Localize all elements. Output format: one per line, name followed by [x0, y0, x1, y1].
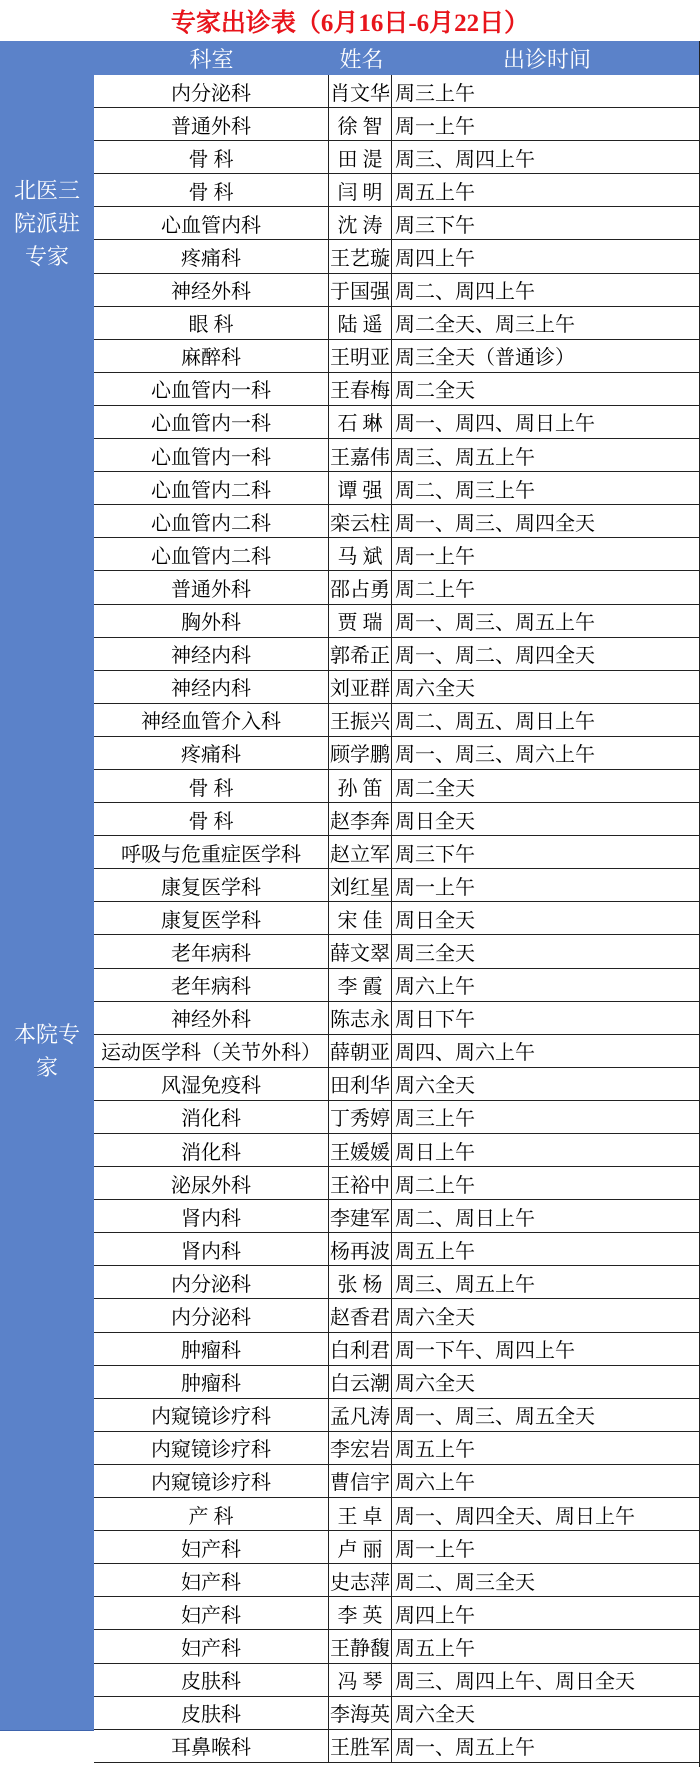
time-cell: 周三、周四上午、周日全天: [395, 1671, 635, 1694]
dept-cell: 内分泌科: [94, 75, 329, 107]
dept-cell: 神经内科: [94, 638, 329, 670]
name-cell: 宋 佳: [329, 902, 392, 934]
dept-cell: 肿瘤科: [94, 1366, 329, 1398]
dept-cell: 内分泌科: [94, 1299, 329, 1331]
name-cell: 李 霞: [329, 969, 392, 1001]
name-cell: 冯 琴: [329, 1664, 392, 1696]
table-row: [94, 1333, 700, 1366]
dept-cell: 神经内科: [94, 671, 329, 703]
time-cell: 周二全天: [395, 380, 475, 403]
dept-cell: 运动医学科（关节外科）: [94, 1035, 329, 1067]
dept-cell: 康复医学科: [94, 902, 329, 934]
name-cell: 王静馥: [329, 1630, 392, 1662]
time-cell: 周一、周四全天、周日上午: [395, 1505, 635, 1528]
name-cell: 刘红星: [329, 869, 392, 901]
time-cell: 周二、周四上午: [395, 281, 535, 304]
dept-cell: 妇产科: [94, 1531, 329, 1563]
table-row: [94, 1432, 700, 1465]
dept-cell: 胸外科: [94, 605, 329, 637]
dept-cell: 骨 科: [94, 803, 329, 835]
name-cell: 曹信宇: [329, 1465, 392, 1497]
name-cell: 杨再波: [329, 1233, 392, 1265]
table-row: [94, 1630, 700, 1663]
time-cell: 周一、周三、周五上午: [395, 612, 595, 635]
dept-cell: 普通外科: [94, 571, 329, 603]
dept-cell: 眼 科: [94, 307, 329, 339]
group-label-line: 家: [35, 1055, 58, 1081]
time-cell: 周六全天: [395, 1373, 475, 1396]
time-cell: 周三下午: [395, 214, 475, 237]
time-cell: 周二、周三全天: [395, 1571, 535, 1594]
dept-cell: 耳鼻喉科: [94, 1730, 329, 1762]
group-label-line: 院派驻: [13, 211, 80, 237]
time-cell: 周三上午: [395, 82, 475, 105]
time-cell: 周五上午: [395, 181, 475, 204]
table-row: [94, 505, 700, 538]
table-row: [94, 1002, 700, 1035]
table-row: [94, 1167, 700, 1200]
name-cell: 王振兴: [329, 704, 392, 736]
time-cell: 周六全天: [395, 678, 475, 701]
time-cell: 周六全天: [395, 1704, 475, 1727]
name-cell: 石 琳: [329, 406, 392, 438]
table-row: [94, 1730, 700, 1763]
dept-cell: 妇产科: [94, 1630, 329, 1662]
dept-cell: 老年病科: [94, 969, 329, 1001]
time-cell: 周三全天（普通诊）: [395, 347, 575, 370]
name-cell: 王嘉伟: [329, 439, 392, 471]
dept-cell: 内窥镜诊疗科: [94, 1465, 329, 1497]
name-cell: 陆 遥: [329, 307, 392, 339]
time-cell: 周一下午、周四上午: [395, 1340, 575, 1363]
time-cell: 周四上午: [395, 1604, 475, 1627]
dept-cell: 老年病科: [94, 935, 329, 967]
time-cell: 周六全天: [395, 1075, 475, 1098]
name-cell: 刘亚群: [329, 671, 392, 703]
time-cell: 周一、周二、周四全天: [395, 645, 595, 668]
group-label-line: 北医三: [13, 178, 80, 204]
table-row: [94, 969, 700, 1002]
dept-cell: 消化科: [94, 1101, 329, 1133]
dept-cell: 神经外科: [94, 274, 329, 306]
time-cell: 周三下午: [395, 843, 475, 866]
group-label: [0, 373, 94, 1731]
name-cell: 贾 瑞: [329, 605, 392, 637]
header-group-blank: [0, 41, 95, 75]
name-cell: 薛朝亚: [329, 1035, 392, 1067]
time-cell: 周日下午: [395, 1009, 475, 1032]
name-cell: 肖文华: [329, 75, 392, 107]
header-dept: 科室: [94, 41, 330, 75]
header-name: 姓名: [329, 41, 395, 75]
dept-cell: 心血管内一科: [94, 406, 329, 438]
name-cell: 谭 强: [329, 472, 392, 504]
table-row: [94, 902, 700, 935]
dept-cell: 疼痛科: [94, 737, 329, 769]
table-row: [94, 274, 700, 307]
name-cell: 王媛媛: [329, 1134, 392, 1166]
table-row: [94, 571, 700, 604]
table-row: [94, 1597, 700, 1630]
name-cell: 闫 明: [329, 174, 392, 206]
time-cell: 周四上午: [395, 248, 475, 271]
name-cell: 丁秀婷: [329, 1101, 392, 1133]
table-row: [94, 1233, 700, 1266]
dept-cell: 心血管内二科: [94, 472, 329, 504]
dept-cell: 心血管内一科: [94, 439, 329, 471]
time-cell: 周一、周三、周五全天: [395, 1406, 595, 1429]
dept-cell: 普通外科: [94, 108, 329, 140]
header-time: 出诊时间: [394, 41, 700, 75]
table-row: [94, 307, 700, 340]
time-cell: 周三全天: [395, 942, 475, 965]
dept-cell: 骨 科: [94, 770, 329, 802]
table-row: [94, 439, 700, 472]
name-cell: 王裕中: [329, 1167, 392, 1199]
table-row: [94, 737, 700, 770]
table-row: [94, 406, 700, 439]
dept-cell: 风湿免疫科: [94, 1068, 329, 1100]
dept-cell: 神经外科: [94, 1002, 329, 1034]
time-cell: 周一、周三、周六上午: [395, 744, 595, 767]
name-cell: 徐 智: [329, 108, 392, 140]
name-cell: 王艺璇: [329, 240, 392, 272]
table-row: [94, 1200, 700, 1233]
dept-cell: 疼痛科: [94, 240, 329, 272]
table-row: [94, 671, 700, 704]
time-cell: 周三、周四上午: [395, 148, 535, 171]
dept-cell: 骨 科: [94, 174, 329, 206]
dept-cell: 康复医学科: [94, 869, 329, 901]
table-row: [94, 207, 700, 240]
time-cell: 周二、周五、周日上午: [395, 711, 595, 734]
table-row: [94, 373, 700, 406]
table-row: [94, 108, 700, 141]
time-cell: 周日上午: [395, 1141, 475, 1164]
time-cell: 周四、周六上午: [395, 1042, 535, 1065]
name-cell: 史志萍: [329, 1564, 392, 1596]
name-cell: 王胜军: [329, 1730, 392, 1762]
time-cell: 周二、周三上午: [395, 479, 535, 502]
table-row: [94, 340, 700, 373]
time-cell: 周二上午: [395, 578, 475, 601]
table-row: [94, 75, 700, 108]
time-cell: 周五上午: [395, 1439, 475, 1462]
table-row: [94, 803, 700, 836]
name-cell: 田 湜: [329, 141, 392, 173]
time-cell: 周一上午: [395, 1538, 475, 1561]
group-label-line: 专家: [24, 244, 69, 270]
name-cell: 沈 涛: [329, 207, 392, 239]
name-cell: 郭希正: [329, 638, 392, 670]
name-cell: 于国强: [329, 274, 392, 306]
time-cell: 周日全天: [395, 909, 475, 932]
name-cell: 田利华: [329, 1068, 392, 1100]
time-cell: 周二全天、周三上午: [395, 314, 575, 337]
table-row: [94, 869, 700, 902]
dept-cell: 肿瘤科: [94, 1333, 329, 1365]
name-cell: 栾云柱: [329, 505, 392, 537]
table-row: [94, 836, 700, 869]
table-row: [94, 1366, 700, 1399]
table-row: [94, 935, 700, 968]
name-cell: 赵香君: [329, 1299, 392, 1331]
time-cell: 周二全天: [395, 777, 475, 800]
group-label-line: 本院专: [13, 1022, 80, 1048]
time-cell: 周六上午: [395, 1472, 475, 1495]
dept-cell: 内分泌科: [94, 1266, 329, 1298]
time-cell: 周五上午: [395, 1637, 475, 1660]
table-row: [94, 1498, 700, 1531]
table-row: [94, 605, 700, 638]
time-cell: 周二、周日上午: [395, 1207, 535, 1230]
time-cell: 周一、周五上午: [395, 1737, 535, 1760]
table-row: [94, 1035, 700, 1068]
time-cell: 周五上午: [395, 1240, 475, 1263]
name-cell: 王春梅: [329, 373, 392, 405]
table-row: [94, 704, 700, 737]
dept-cell: 肾内科: [94, 1233, 329, 1265]
time-cell: 周三、周五上午: [395, 1273, 535, 1296]
table-row: [94, 1697, 700, 1730]
name-cell: 顾学鹏: [329, 737, 392, 769]
group-label: [0, 75, 94, 374]
time-cell: 周六上午: [395, 976, 475, 999]
table-row: [94, 1664, 700, 1697]
name-cell: 王明亚: [329, 340, 392, 372]
table-row: [94, 770, 700, 803]
table-row: [94, 174, 700, 207]
dept-cell: 心血管内二科: [94, 505, 329, 537]
dept-cell: 产 科: [94, 1498, 329, 1530]
name-cell: 卢 丽: [329, 1531, 392, 1563]
name-cell: 赵立军: [329, 836, 392, 868]
dept-cell: 皮肤科: [94, 1664, 329, 1696]
table-row: [94, 1068, 700, 1101]
name-cell: 李海英: [329, 1697, 392, 1729]
dept-cell: 心血管内二科: [94, 538, 329, 570]
dept-cell: 麻醉科: [94, 340, 329, 372]
dept-cell: 肾内科: [94, 1200, 329, 1232]
table-row: [94, 1134, 700, 1167]
name-cell: 张 杨: [329, 1266, 392, 1298]
time-cell: 周二上午: [395, 1174, 475, 1197]
time-cell: 周六全天: [395, 1307, 475, 1330]
table-row: [94, 638, 700, 671]
name-cell: 薛文翠: [329, 935, 392, 967]
dept-cell: 泌尿外科: [94, 1167, 329, 1199]
dept-cell: 妇产科: [94, 1597, 329, 1629]
name-cell: 白利君: [329, 1333, 392, 1365]
table-row: [94, 1531, 700, 1564]
name-cell: 孟凡涛: [329, 1399, 392, 1431]
table-row: [94, 538, 700, 571]
table-row: [94, 1266, 700, 1299]
dept-cell: 心血管内一科: [94, 373, 329, 405]
dept-cell: 皮肤科: [94, 1697, 329, 1729]
time-cell: 周一、周三、周四全天: [395, 512, 595, 535]
table-row: [94, 1101, 700, 1134]
dept-cell: 内窥镜诊疗科: [94, 1399, 329, 1431]
table-row: [94, 141, 700, 174]
page-title: 专家出诊表（6月16日-6月22日）: [0, 0, 700, 42]
table-row: [94, 240, 700, 273]
dept-cell: 骨 科: [94, 141, 329, 173]
name-cell: 李 英: [329, 1597, 392, 1629]
time-cell: 周一上午: [395, 876, 475, 899]
name-cell: 陈志永: [329, 1002, 392, 1034]
time-cell: 周一、周四、周日上午: [395, 413, 595, 436]
table-row: [94, 472, 700, 505]
name-cell: 李建军: [329, 1200, 392, 1232]
name-cell: 邵占勇: [329, 571, 392, 603]
name-cell: 王 卓: [329, 1498, 392, 1530]
table-row: [94, 1399, 700, 1432]
time-cell: 周一上午: [395, 115, 475, 138]
dept-cell: 呼吸与危重症医学科: [94, 836, 329, 868]
time-cell: 周日全天: [395, 810, 475, 833]
time-cell: 周三上午: [395, 1108, 475, 1131]
name-cell: 马 斌: [329, 538, 392, 570]
dept-cell: 消化科: [94, 1134, 329, 1166]
name-cell: 李宏岩: [329, 1432, 392, 1464]
dept-cell: 内窥镜诊疗科: [94, 1432, 329, 1464]
dept-cell: 神经血管介入科: [94, 704, 329, 736]
table-row: [94, 1465, 700, 1498]
table-row: [94, 1299, 700, 1332]
name-cell: 孙 笛: [329, 770, 392, 802]
name-cell: 赵李奔: [329, 803, 392, 835]
dept-cell: 心血管内科: [94, 207, 329, 239]
time-cell: 周三、周五上午: [395, 446, 535, 469]
schedule-table-body: [94, 75, 700, 1763]
dept-cell: 妇产科: [94, 1564, 329, 1596]
name-cell: 白云潮: [329, 1366, 392, 1398]
time-cell: 周一上午: [395, 545, 475, 568]
table-row: [94, 1564, 700, 1597]
